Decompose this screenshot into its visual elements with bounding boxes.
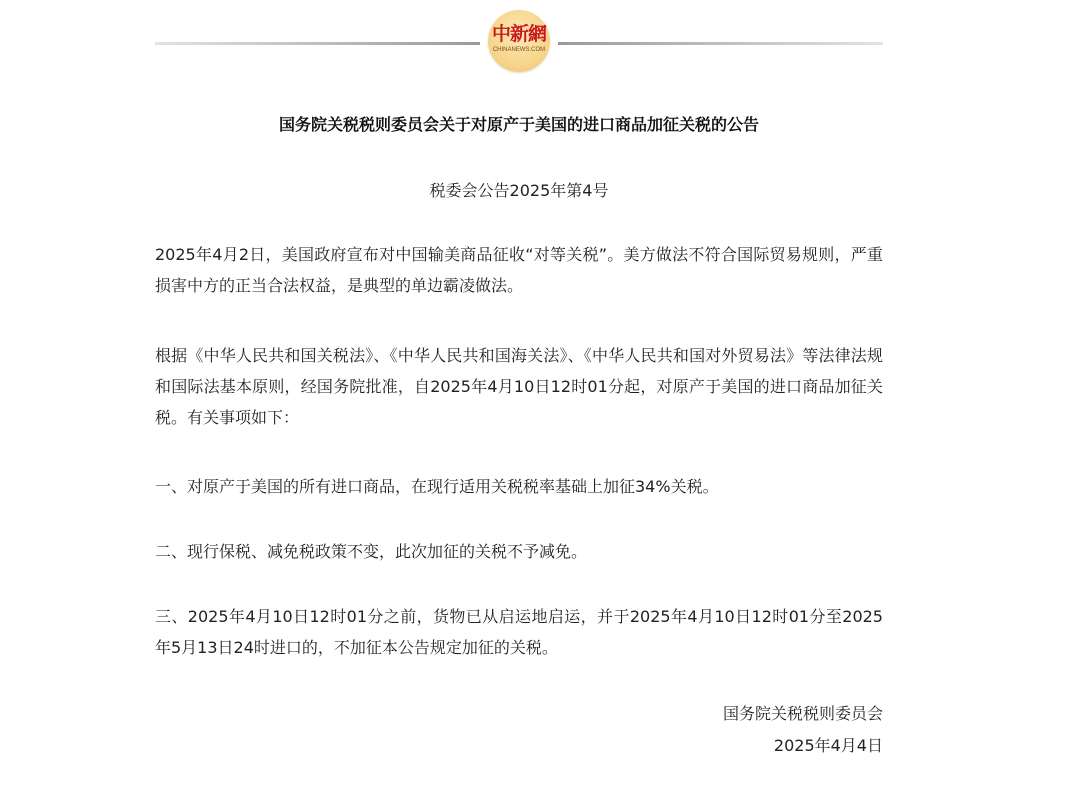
paragraph-item-two: 二、现行保税、减免税政策不变，此次加征的关税不予减免。	[155, 542, 588, 561]
announcement-title: 国务院关税税则委员会关于对原产于美国的进口商品加征关税的公告	[278, 115, 759, 134]
signature-organization: 国务院关税税则委员会	[722, 704, 883, 723]
chinanews-logo[interactable]	[488, 10, 550, 72]
signature-date: 2025年4月4日	[773, 736, 883, 755]
paragraph-legal-basis: 根据《中华人民共和国关税法》、《中华人民共和国海关法》、《中华人民共和国对外贸易法》等法律法规和国际法基本原则，经国务院批准，自2025年4月10日12时01分起，对原产于美国的进口商品加征关税。有关事项如下：	[155, 346, 883, 427]
header-divider-right	[558, 42, 883, 45]
site-header	[155, 10, 883, 76]
document-number: 税委会公告2025年第4号	[429, 181, 609, 200]
header-divider-left	[155, 42, 480, 45]
paragraph-item-three: 三、2025年4月10日12时01分之前，货物已从启运地启运，并于2025年4月10日12时01分至2025年5月13日24时进口的，不加征本公告规定加征的关税。	[155, 607, 883, 657]
logo-subtext: CHINANEWS.COM	[492, 47, 546, 53]
paragraph-item-one: 一、对原产于美国的所有进口商品，在现行适用关税税率基础上加征34%关税。	[155, 477, 719, 496]
logo-text: 中新網	[491, 23, 546, 45]
paragraph-background: 2025年4月2日，美国政府宣布对中国输美商品征收“对等关税”。美方做法不符合国际贸易规则，严重损害中方的正当合法权益，是典型的单边霸凌做法。	[155, 245, 883, 295]
